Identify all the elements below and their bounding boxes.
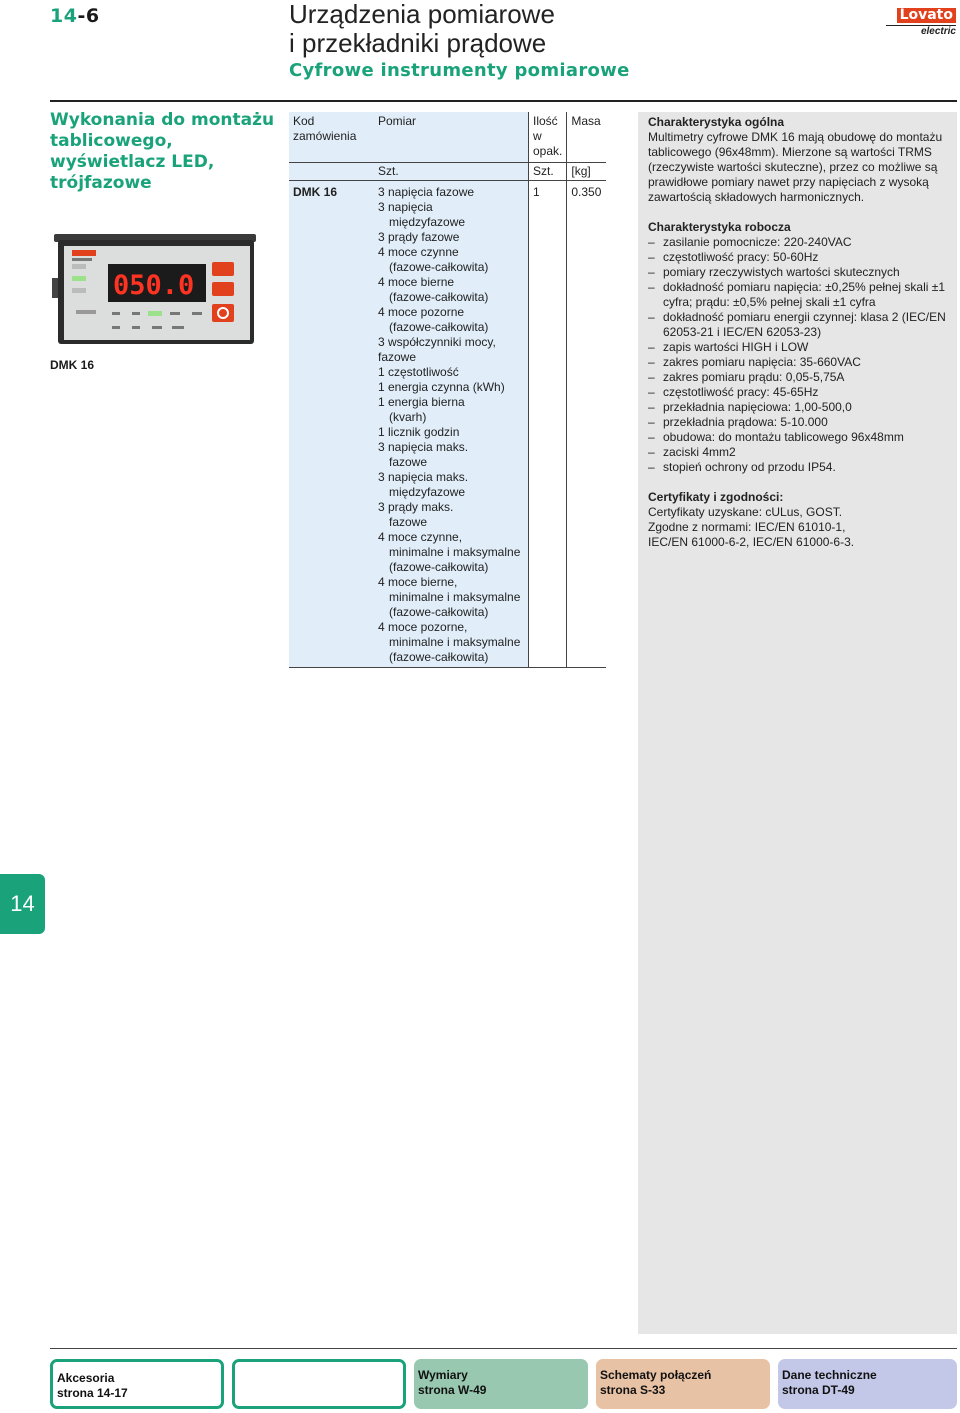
pomiar-line: 3 napięcia maks. xyxy=(378,440,469,454)
list-item: – częstotliwość pracy: 45-65Hz xyxy=(648,385,953,400)
logo-brand: Lovato xyxy=(897,8,956,23)
list-item: – zaciski 4mm2 xyxy=(648,445,953,460)
chapter-number: 14 xyxy=(50,5,78,27)
pomiar-line: 3 prądy maks. xyxy=(378,500,454,514)
footer-link-title: Dane techniczne xyxy=(782,1368,877,1382)
pomiar-line: 1 energia czynna (kWh) xyxy=(378,380,505,394)
footer-divider xyxy=(50,1348,957,1349)
cert-line-1: Certyfikaty uzyskane: cULus, GOST. xyxy=(648,505,843,519)
list-item: – stopień ochrony od przodu IP54. xyxy=(648,460,953,475)
pomiar-line: (fazowe-całkowita) xyxy=(389,650,489,664)
general-text: Multimetry cyfrowe DMK 16 mają obudowę do montażu tablicowego (96x48mm). Mierzone są wartości TRMS (rzeczywiste wartości skuteczne), przez co możliwe są prawidłowe pomiary nawet przy napięciach z wysoką zawartością składowych harmonicznych. xyxy=(648,130,943,204)
pomiar-line: międzyfazowe xyxy=(389,485,466,499)
cell-ilosc: 1 xyxy=(529,181,567,668)
working-title: Charakterystyka robocza xyxy=(648,220,791,234)
footer-link-wymiary[interactable] xyxy=(414,1359,588,1409)
footer-link-page: strona W-49 xyxy=(418,1383,487,1397)
pomiar-line: 4 moce pozorne xyxy=(378,305,465,319)
pomiar-line: 3 napięcia fazowe xyxy=(378,185,475,199)
lovato-logo xyxy=(886,6,956,37)
pomiar-line: 4 moce czynne, xyxy=(378,530,463,544)
footer-link-title: Akcesoria xyxy=(57,1371,115,1385)
units-masa: [kg] xyxy=(567,163,607,181)
col-masa-header: Masa xyxy=(571,114,601,128)
footer-link-page: strona 14-17 xyxy=(57,1386,128,1400)
footer-link-title: Schematy połączeń xyxy=(600,1368,712,1382)
footer-link-page: strona DT-49 xyxy=(782,1383,855,1397)
pomiar-line: 1 energia bierna xyxy=(378,395,465,409)
pomiar-line: (fazowe-całkowita) xyxy=(389,605,489,619)
pomiar-line: minimalne i maksymalne xyxy=(389,590,521,604)
col-kod-header: Kod zamówienia xyxy=(289,112,374,163)
footer-link-empty xyxy=(232,1359,406,1409)
footer-link-dane-techniczne[interactable] xyxy=(778,1359,957,1409)
list-item: – dokładność pomiaru napięcia: ±0,25% pełnej skali ±1 cyfra; prądu: ±0,5% pełnej skali ±1 cyfra xyxy=(648,280,953,310)
table-header-row xyxy=(289,112,606,163)
list-item: – pomiary rzeczywistych wartości skutecznych xyxy=(648,265,953,280)
pomiar-line: 3 współczynniki mocy, fazowe xyxy=(378,335,496,364)
title-line-2: i przekładniki prądowe xyxy=(289,28,547,58)
page-suffix: -6 xyxy=(77,5,100,27)
working-list xyxy=(648,235,953,475)
cert-line-3: IEC/EN 61000-6-2, IEC/EN 61000-6-3. xyxy=(648,535,855,549)
product-image-label: DMK 16 xyxy=(50,358,95,372)
pomiar-line: (fazowe-całkowita) xyxy=(389,290,489,304)
list-item: – częstotliwość pracy: 50-60Hz xyxy=(648,250,953,265)
pomiar-line: (kvarh) xyxy=(389,410,427,424)
pomiar-line: (fazowe-całkowita) xyxy=(389,320,489,334)
chapter-tab[interactable]: 14 xyxy=(0,874,45,934)
list-item: – przekładnia prądowa: 5-10.000 xyxy=(648,415,953,430)
cert-title: Certyfikaty i zgodności: xyxy=(648,490,784,504)
page-subtitle: Cyfrowe instrumenty pomiarowe xyxy=(289,60,630,81)
list-item: – zakres pomiaru prądu: 0,05-5,75A xyxy=(648,370,953,385)
pomiar-line: 4 moce pozorne, xyxy=(378,620,468,634)
pomiar-line: 4 moce czynne xyxy=(378,245,459,259)
section-title: Wykonania do montażu tablicowego, wyświetlacz LED, trójfazowe xyxy=(50,110,275,193)
cert-line-2: Zgodne z normami: IEC/EN 61010-1, xyxy=(648,520,846,534)
list-item: – zakres pomiaru napięcia: 35-660VAC xyxy=(648,355,953,370)
pomiar-line: 4 moce bierne xyxy=(378,275,455,289)
pomiar-line: 3 napięcia xyxy=(378,200,433,214)
table-row xyxy=(289,181,606,668)
product-image xyxy=(52,234,258,348)
page-title xyxy=(289,0,555,58)
cell-pomiar xyxy=(374,181,529,668)
units-kod xyxy=(289,163,374,181)
pomiar-line: 1 licznik godzin xyxy=(378,425,460,439)
pomiar-line: międzyfazowe xyxy=(389,215,466,229)
footer-link-title: Wymiary xyxy=(418,1368,468,1382)
footer-link-page: strona S-33 xyxy=(600,1383,666,1397)
list-item: – przekładnia napięciowa: 1,00-500,0 xyxy=(648,400,953,415)
device-display-digits: 050.0 xyxy=(113,270,195,301)
list-item: – zapis wartości HIGH i LOW xyxy=(648,340,953,355)
characteristics-text xyxy=(648,115,953,550)
pomiar-line: fazowe xyxy=(389,515,428,529)
units-pomiar: Szt. xyxy=(374,163,529,181)
logo-sub: electric xyxy=(886,25,956,37)
footer-link-akcesoria[interactable] xyxy=(50,1359,224,1409)
pomiar-line: 3 napięcia maks. xyxy=(378,470,469,484)
units-ilosc: Szt. xyxy=(529,163,567,181)
page-number xyxy=(50,5,100,27)
col-pomiar-header: Pomiar xyxy=(374,112,529,163)
pomiar-line: (fazowe-całkowita) xyxy=(389,260,489,274)
table-units-row xyxy=(289,163,606,181)
list-item: – dokładność pomiaru energii czynnej: klasa 2 (IEC/EN 62053-21 i IEC/EN 62053-23) xyxy=(648,310,953,340)
header-divider xyxy=(50,100,957,102)
pomiar-line: minimalne i maksymalne xyxy=(389,545,521,559)
cell-masa: 0.350 xyxy=(567,181,607,668)
title-line-1: Urządzenia pomiarowe xyxy=(289,0,555,29)
pomiar-line: 3 prądy fazowe xyxy=(378,230,460,244)
pomiar-line: 1 częstotliwość xyxy=(378,365,459,379)
pomiar-line: minimalne i maksymalne xyxy=(389,635,521,649)
footer-link-schematy[interactable] xyxy=(596,1359,770,1409)
order-table xyxy=(289,112,606,668)
pomiar-line: 4 moce bierne, xyxy=(378,575,458,589)
pomiar-line: fazowe xyxy=(389,455,428,469)
cell-kod: DMK 16 xyxy=(289,181,374,668)
list-item: – zasilanie pomocnicze: 220-240VAC xyxy=(648,235,953,250)
general-title: Charakterystyka ogólna xyxy=(648,115,785,129)
list-item: – obudowa: do montażu tablicowego 96x48mm xyxy=(648,430,953,445)
col-ilosc-header: Ilość w opak. xyxy=(529,112,567,163)
pomiar-line: (fazowe-całkowita) xyxy=(389,560,489,574)
